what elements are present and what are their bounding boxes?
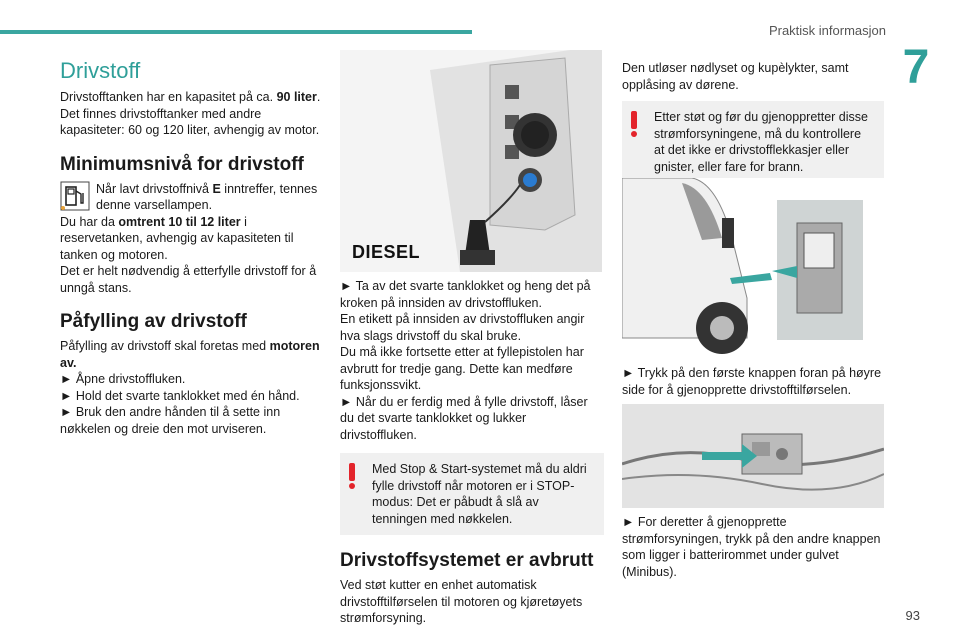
column-3-mid — [622, 365, 884, 398]
refuel-step-3: ► Bruk den andre hånden til å sette inn nøkkelen og dreie den mot urviseren. — [60, 405, 281, 436]
heading-fuel-cut: Drivstoffsystemet er avbrutt — [340, 550, 594, 571]
battery-illustration — [622, 404, 884, 508]
stop-start-warning-text: Med Stop & Start-systemet må du aldri fylle drivstoff når motoren er i STOP-modus: Det er påbudt å slå av tenningen med nøkkelen. — [372, 462, 587, 526]
hazard-text: Den utløser nødlyset og kupèlykter, samt opplåsing av dørene. — [622, 61, 849, 92]
van-illustration — [622, 178, 884, 360]
cap-step: ► Ta av det svarte tanklokket og heng det på kroken på innsiden av drivstoffluken. — [340, 279, 591, 310]
column-1 — [60, 57, 322, 437]
intro-text-2: Det finnes drivstofftanker med andre kapasiteter: 60 og 120 liter, avhengig av motor. — [60, 106, 320, 137]
column-2 — [340, 278, 604, 627]
chapter-number: 7 — [902, 41, 930, 94]
page-number: 93 — [905, 608, 920, 623]
column-3-bottom — [622, 514, 886, 580]
second-button-step: ► For deretter å gjenopprette strømforsyningen, trykk på den andre knappen som ligger i batterirommet under gulvet (Minibus). — [622, 515, 881, 579]
warning-icon — [630, 111, 638, 137]
refuel-step-1: ► Åpne drivstoffluken. — [60, 372, 186, 386]
refuel-note: Det er helt nødvendig å etterfylle drivstoff for å unngå stans. — [60, 264, 317, 295]
label-info: En etikett på innsiden av drivstoffluken angir hva slags drivstoff du skal bruke. — [340, 312, 585, 343]
leak-warning-text: Etter støt og før du gjenoppretter disse strømforsyningene, må du kontrollere at det ikke er drivstofflekkasjer eller gnister, eller fare for brann. — [654, 110, 868, 174]
heading-refuel: Påfylling av drivstoff — [60, 311, 247, 332]
leak-warning — [622, 101, 884, 183]
warning-icon — [348, 463, 356, 489]
stop-start-warning — [340, 453, 604, 535]
title-drivstoff: Drivstoff — [60, 58, 141, 83]
refuel-intro: Påfylling av drivstoff skal foretas med motoren av. — [60, 339, 320, 370]
lock-step: ► Når du er ferdig med å fylle drivstoff, låser du det svarte tanklokket og lukker drivstoffluken. — [340, 394, 588, 442]
intro-text: Drivstofftanken har en kapasitet på ca. 90 liter. — [60, 90, 321, 104]
fuel-cut-text: Ved støt kutter en enhet automatisk drivstofftilførselen til motoren og kjøretøyets strømforsyning. — [340, 578, 583, 625]
first-button-step: ► Trykk på den første knappen foran på høyre side for å gjenopprette drivstofftilførselen. — [622, 366, 882, 397]
fuel-warning-lamp-block — [60, 181, 322, 214]
header-section-title: Praktisk informasjon — [768, 23, 886, 38]
fuel-filler-illustration — [340, 50, 602, 272]
heading-min-level: Minimumsnivå for drivstoff — [60, 153, 304, 175]
fuel-pump-icon — [60, 181, 90, 211]
refuel-step-2: ► Hold det svarte tanklokket med én hånd. — [60, 388, 300, 403]
min-level-text: Når lavt drivstoffnivå E inntreffer, tennes denne varsellampen. — [96, 181, 318, 212]
nozzle-info: Du må ikke fortsette etter at fyllepistolen har avbrutt for tredje gang. Dette kan medføre funksjonssvikt. — [340, 345, 584, 392]
fuel-filler-image — [340, 50, 602, 272]
header-bar — [0, 30, 472, 34]
diesel-label: DIESEL — [352, 242, 421, 262]
reserve-text: Du har da omtrent 10 til 12 liter i reservetanken, avhengig av kapasiteten til tanken og motoren. — [60, 214, 294, 262]
van-inertia-switch-image — [622, 178, 884, 360]
battery-compartment-image — [622, 404, 884, 508]
column-3 — [622, 60, 884, 183]
